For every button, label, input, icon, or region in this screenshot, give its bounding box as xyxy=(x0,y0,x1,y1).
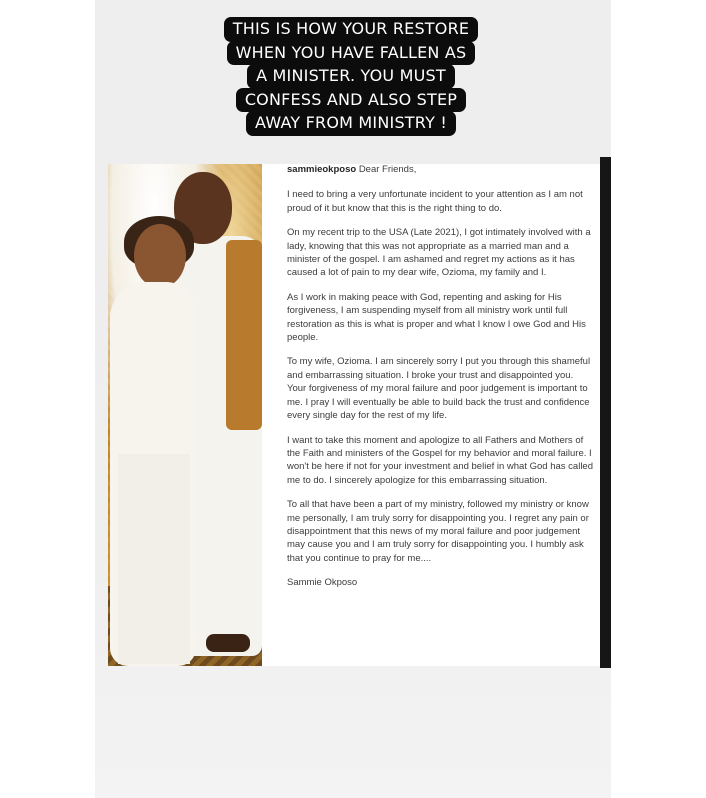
caption-line: THIS IS HOW YOUR RESTORE xyxy=(224,17,478,42)
post-username[interactable]: sammieokposo xyxy=(287,164,357,175)
post-scrollbar[interactable] xyxy=(600,157,611,668)
shared-post[interactable] xyxy=(108,164,610,666)
caption-line: CONFESS AND ALSO STEP xyxy=(236,88,466,113)
caption-line: AWAY FROM MINISTRY ! xyxy=(246,111,456,136)
letter-paragraph: I want to take this moment and apologize to all Fathers and Mothers of the Faith and ministers of the Gospel for my behavior and moral failure. I won't be here if not for your investment and belief in what God has called me to do. I sincerely apologize for this embarrassing situation. xyxy=(287,434,593,486)
caption-line: A MINISTER. YOU MUST xyxy=(247,64,455,89)
letter-paragraph: On my recent trip to the USA (Late 2021), I got intimately involved with a lady, knowing that this was not appropriate as a married man and a minister of the gospel. I am ashamed and regret my actions as it has caused a lot of pain to my dear wife, Ozioma, my family and I. xyxy=(287,227,591,279)
post-header xyxy=(287,164,594,176)
letter-signature: Sammie Okposo xyxy=(287,577,358,589)
couple-photo xyxy=(108,164,262,666)
letter-paragraph: To all that have been a part of my ministry, followed my ministry or know me personally, I am truly sorry for disappointing you. I regret any pain or disappointment that this news of my moral failure and poor judgement may cause you and I am truly sorry for disappointing you. I humbly ask that you continue to pray for me.... xyxy=(287,499,589,564)
story-caption xyxy=(220,18,482,136)
apology-letter xyxy=(284,164,594,601)
letter-greeting: Dear Friends, xyxy=(358,164,417,175)
letter-paragraph: I need to bring a very unfortunate incident to your attention as I am not proud of it but know that this is the right thing to do. xyxy=(287,189,583,214)
caption-line: WHEN YOU HAVE FALLEN AS xyxy=(227,41,476,66)
letter-paragraph: As I work in making peace with God, repenting and asking for His forgiveness, I am suspending myself from all ministry work until full restoration as this is what is proper and what I know I owe God and His people. xyxy=(287,291,586,344)
letter-paragraph: To my wife, Ozioma. I am sincerely sorry I put you through this shameful and embarrassing situation. I broke your trust and disappointed you. Your forgiveness of my moral failure and poor judgement is important to me. I pray I will eventually be able to build back the trust and confidence every single day for the rest of my life. xyxy=(287,356,591,422)
